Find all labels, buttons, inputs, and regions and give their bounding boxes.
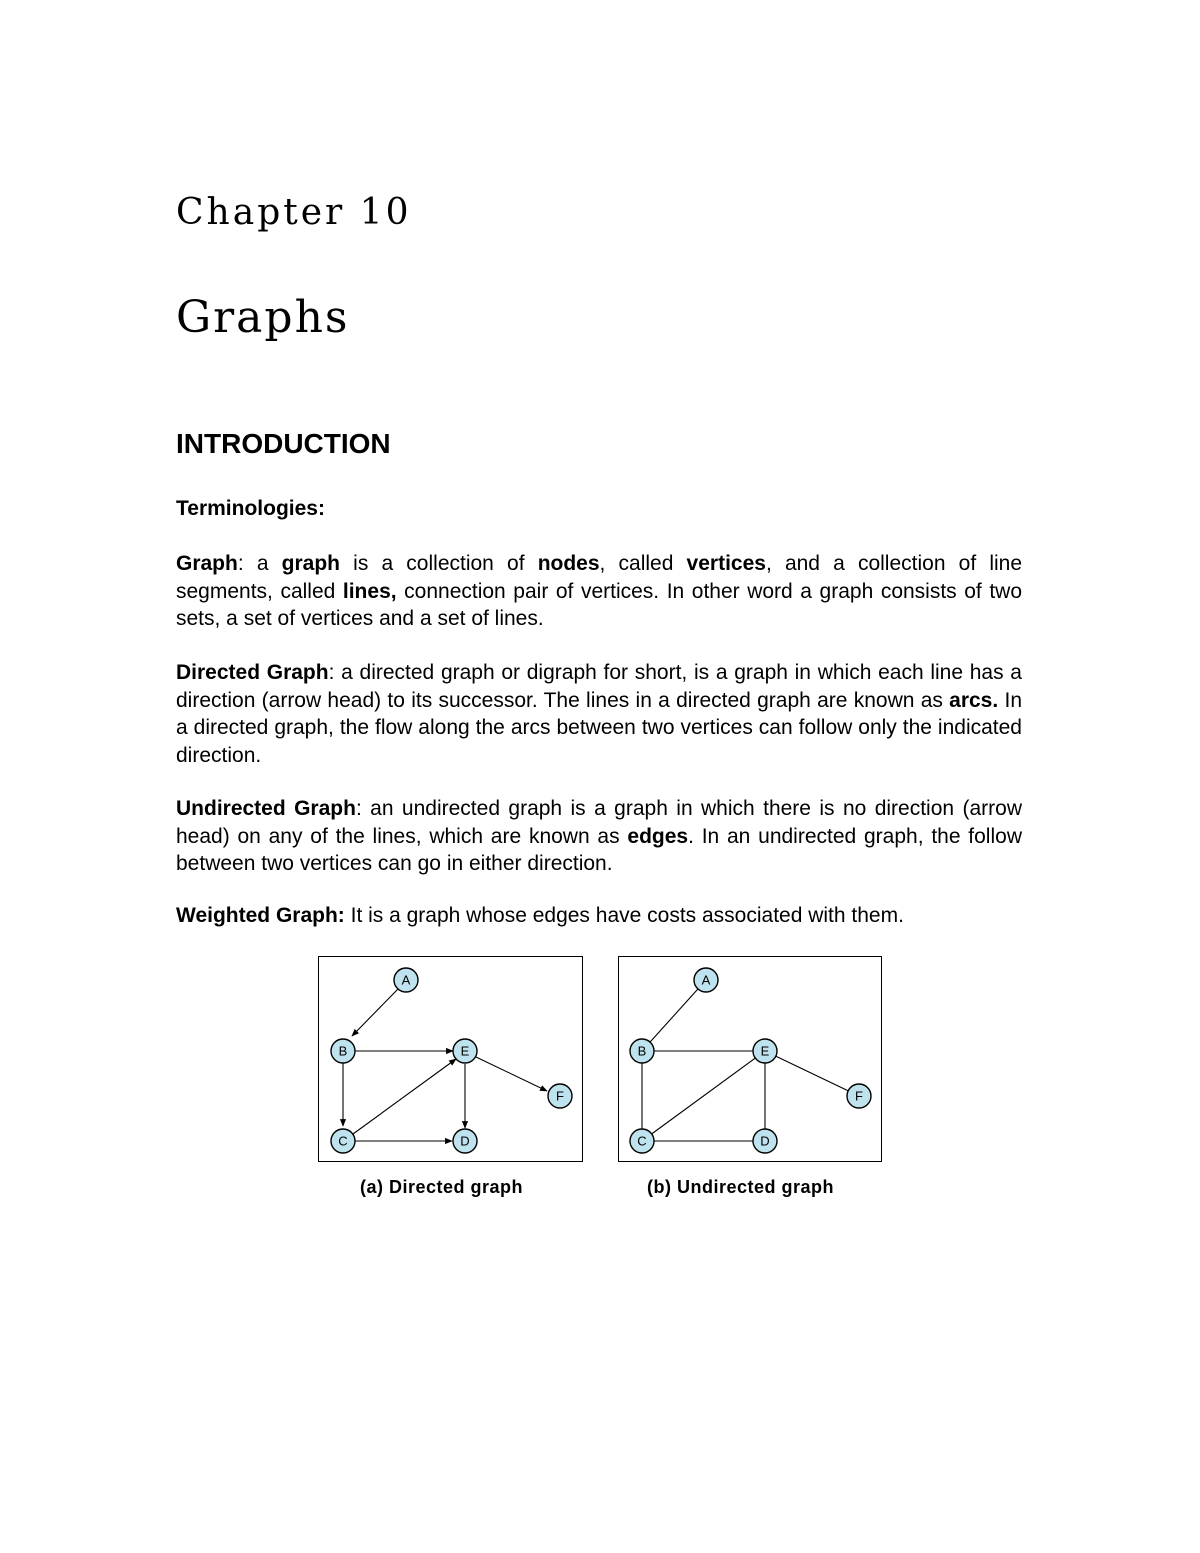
bold-term: Weighted Graph:: [176, 904, 345, 927]
directed-graph-figure: [318, 956, 583, 1162]
bold-term: vertices: [686, 552, 766, 575]
body-text: is a collection of: [340, 552, 538, 575]
bold-term: lines,: [342, 579, 397, 603]
svg-text:F: F: [556, 1088, 564, 1104]
term-graph-paragraph: [176, 550, 1022, 633]
svg-text:D: D: [460, 1133, 470, 1149]
bold-term: arcs.: [949, 688, 999, 712]
directed-arcs: [343, 989, 547, 1141]
undirected-graph-caption: (b) Undirected graph: [647, 1177, 835, 1197]
chapter-label: Chapter 10: [176, 192, 412, 233]
directed-graph-diagram: [319, 957, 584, 1163]
node-d: [753, 1129, 777, 1153]
undirected-edges: [642, 980, 859, 1141]
svg-text:C: C: [338, 1133, 348, 1149]
svg-text:E: E: [460, 1043, 470, 1059]
arc-e-f: [476, 1057, 547, 1091]
svg-text:E: E: [760, 1043, 770, 1059]
node-a: [394, 968, 418, 992]
undirected-graph-diagram: [619, 957, 883, 1163]
node-f: [847, 1084, 871, 1108]
node-e: [753, 1039, 777, 1063]
svg-text:A: A: [401, 972, 411, 988]
node-a: [694, 968, 718, 992]
node-b: [331, 1039, 355, 1063]
edge-a-b: [642, 980, 706, 1051]
body-text: : a: [237, 552, 282, 575]
body-text: . In an undirected graph, the follow between two vertices can go in either direction.: [176, 824, 1022, 875]
edge-e-f: [765, 1051, 859, 1096]
svg-text:D: D: [760, 1133, 770, 1149]
body-text: In a directed graph, the flow along the arcs between two vertices can follow only the indicated direction.: [176, 688, 1022, 767]
node-d: [453, 1129, 477, 1153]
body-text: It is a graph whose edges have costs associated with them.: [344, 904, 904, 927]
svg-text:F: F: [855, 1088, 863, 1104]
bold-term: edges: [627, 824, 689, 848]
node-e: [453, 1039, 477, 1063]
body-text: connection pair of vertices. In other word a graph consists of two sets, a set of vertices and a set of lines.: [176, 579, 1022, 630]
body-text: , called: [599, 552, 687, 575]
arc-a-b: [352, 989, 398, 1036]
node-f: [548, 1084, 572, 1108]
body-text: , and a collection of line segments, called: [176, 552, 1023, 603]
bold-term: Undirected Graph: [176, 797, 356, 820]
body-text: : an undirected graph is a graph in which there is no direction (arrow head) on any of the lines, which are known as: [176, 797, 1022, 848]
section-heading: INTRODUCTION: [176, 428, 391, 459]
edge-c-e: [642, 1051, 765, 1141]
bold-term: Graph: [176, 552, 238, 575]
term-weighted-graph-paragraph: [176, 902, 1022, 930]
node-c: [331, 1129, 355, 1153]
chapter-title: Graphs: [176, 292, 350, 343]
directed-graph-caption: (a) Directed graph: [360, 1177, 524, 1197]
bold-term: graph: [281, 552, 341, 575]
term-directed-graph-paragraph: [176, 659, 1022, 769]
svg-text:B: B: [338, 1043, 348, 1059]
term-undirected-graph-paragraph: [176, 795, 1022, 878]
bold-term: Directed Graph: [176, 661, 329, 684]
node-b: [630, 1039, 654, 1063]
svg-text:C: C: [637, 1133, 647, 1149]
arc-c-e: [353, 1059, 456, 1134]
bold-term: nodes: [537, 552, 600, 575]
undirected-graph-figure: [618, 956, 882, 1162]
svg-text:A: A: [701, 972, 711, 988]
body-text: : a directed graph or digraph for short, is a graph in which each line has a direction (arrow head) to its successor. The lines in a directed graph are known as: [176, 661, 1022, 712]
node-c: [630, 1129, 654, 1153]
svg-text:B: B: [637, 1043, 647, 1059]
terminologies-heading: Terminologies:: [176, 497, 325, 520]
